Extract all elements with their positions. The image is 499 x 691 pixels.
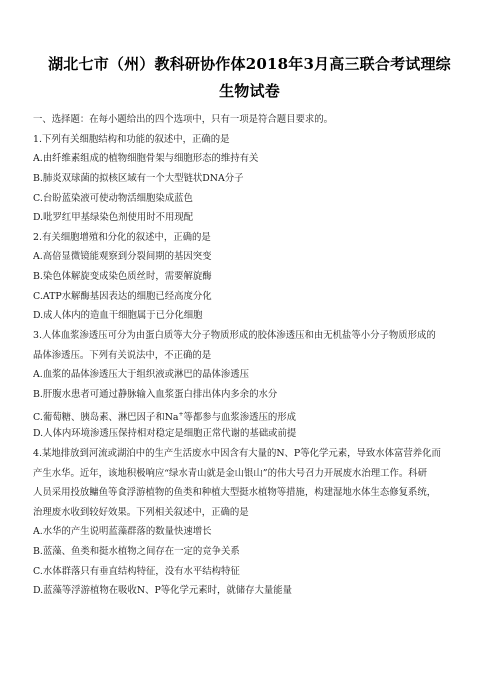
option-a: A.由纤维素组成的植物细胞骨架与细胞形态的维持有关 <box>33 153 259 165</box>
option-d: D.蓝藻等浮游植物在吸收N、P等化学元素时，就储存大量能量 <box>33 585 293 597</box>
question-stem-line3: 人员采用投放鳙鱼等食浮游植物的鱼类和种植大型挺水植物等措施，构建湿地水体生态修复系统， <box>33 487 437 499</box>
option-c-head: C.葡萄糖、胰岛素、淋巴因子和Na <box>33 411 179 423</box>
question-stem-line4: 治理废水收到较好效果。下列相关叙述中，正确的是 <box>33 506 249 518</box>
option-c: C.ATP水解酶基因表达的细胞已经高度分化 <box>33 290 212 302</box>
option-c: C.台盼蓝染液可使动物活细胞染成蓝色 <box>33 192 193 204</box>
section-intro: 一、选择题：在每小题给出的四个选项中，只有一项是符合题目要求的。 <box>33 114 334 125</box>
question-stem-line2: 晶体渗透压。下列有关说法中，不正确的是 <box>33 349 212 361</box>
option-b: B.肝腹水患者可通过静脉输入血浆蛋白排出体内多余的水分 <box>33 388 278 400</box>
option-a: A.高倍显微镜能观察到分裂间期的基因突变 <box>33 251 212 263</box>
option-b: B.肺炎双球菌的拟核区域有一个大型链状DNA分子 <box>33 172 244 184</box>
option-d: D.吡罗红甲基绿染色剂使用时不用现配 <box>33 212 194 224</box>
question-1 <box>33 130 473 228</box>
superscript-plus: + <box>178 410 184 418</box>
option-a: A.血浆的晶体渗透压大于组织液或淋巴的晶体渗透压 <box>33 369 250 381</box>
question-stem: 1.下列有关细胞结构和功能的叙述中，正确的是 <box>33 133 230 145</box>
question-stem: 2.有关细胞增殖和分化的叙述中，正确的是 <box>33 231 211 243</box>
question-stem-line2: 产生水华。近年，该地积极响应“绿水青山就是金山银山”的伟大号召力开展废水治理工作。科研 <box>33 467 427 479</box>
document-title-line2: 生物试卷 <box>219 82 280 100</box>
question-stem-line1: 3.人体血浆渗透压可分为由蛋白质等大分子物质形成的胶体渗透压和由无机盐等小分子物质形成的 <box>33 330 436 342</box>
question-stem-line1: 4.某地排放到河流或湖泊中的生产生活废水中因含有大量的N、P等化学元素，导致水体富营养化而 <box>33 447 441 459</box>
document-body <box>33 110 473 601</box>
question-3 <box>33 326 473 444</box>
option-c-tail: 等都参与血浆渗透压的形成 <box>183 411 297 423</box>
option-d: D.成人体内的造血干细胞属于已分化细胞 <box>33 310 203 322</box>
option-b: B.染色体解旋变成染色质丝时，需要解旋酶 <box>33 271 212 283</box>
question-2 <box>33 228 473 326</box>
option-d: D.人体内环境渗透压保持相对稳定是细胞正常代谢的基础或前提 <box>33 428 297 440</box>
option-a: A.水华的产生说明蓝藻群落的数量快速增长 <box>33 526 212 538</box>
document-title-line1: 湖北七市（州）教科研协作体2018年3月高三联合考试理综 <box>48 55 451 73</box>
option-c <box>33 405 473 425</box>
option-c: C.水体群落只有垂直结构特征，没有水平结构特征 <box>33 565 240 577</box>
question-4 <box>33 444 473 601</box>
option-b: B.蓝藻、鱼类和挺水植物之间存在一定的竞争关系 <box>33 546 240 558</box>
